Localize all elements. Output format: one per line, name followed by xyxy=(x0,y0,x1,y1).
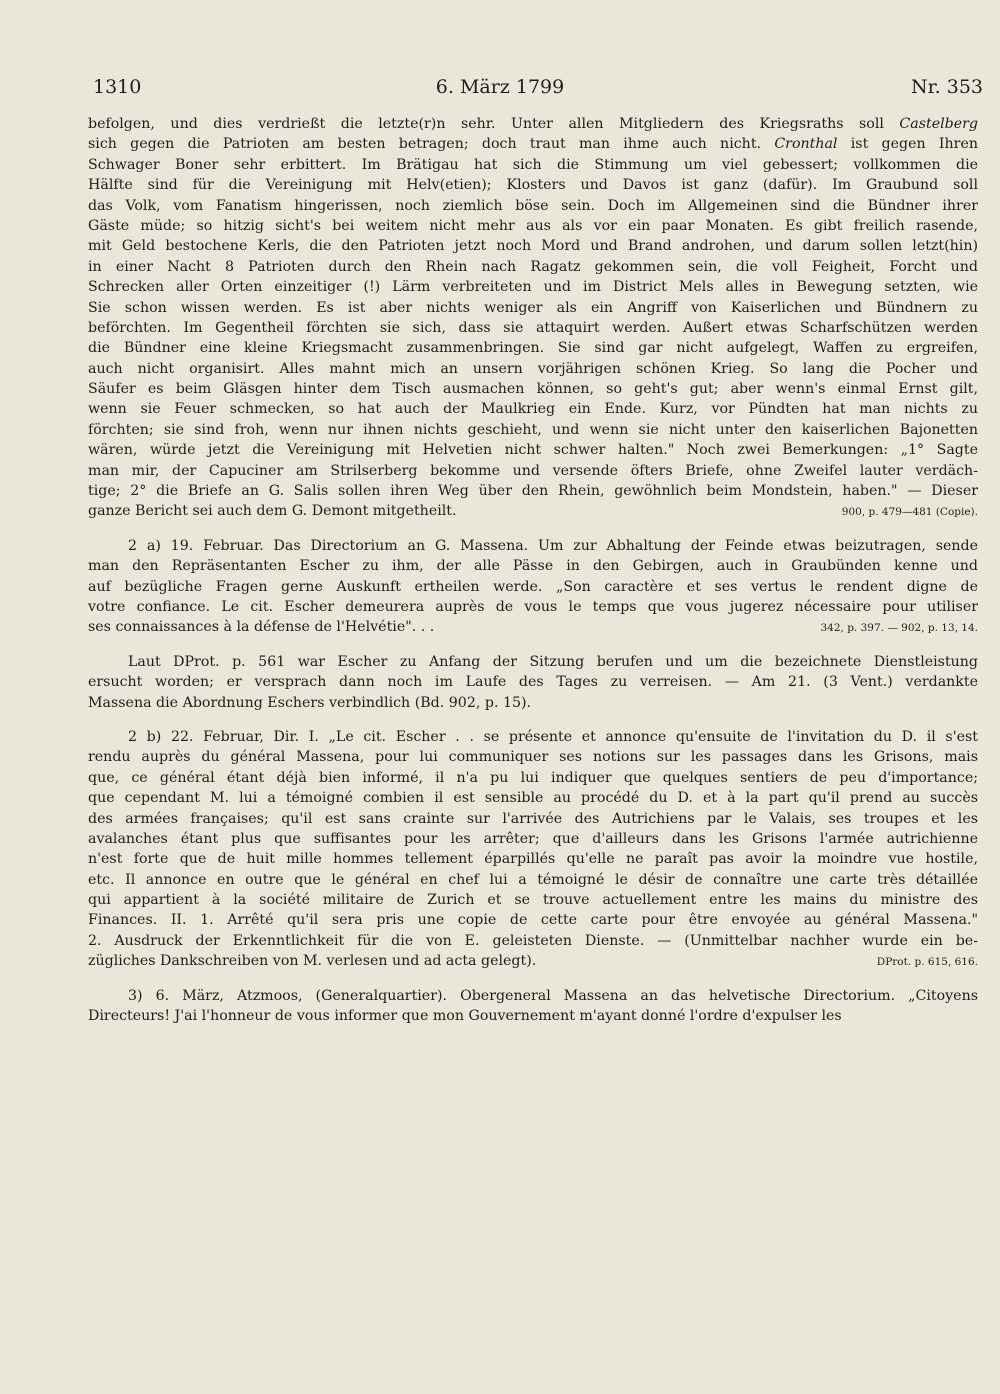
text-line: Schrecken aller Orten einzeitiger (!) Lärm verbreiteten und im District Mels alles in Bewegung setzten, wie xyxy=(88,279,978,296)
text-line: Schwager Boner sehr erbittert. Im Brätigau hat sich die Stimmung um viel gebessert; vollkommen die xyxy=(88,156,978,173)
paragraph-gap xyxy=(88,713,978,727)
text-line: sich gegen die Patrioten am besten betragen; doch traut man ihme auch nicht. Cronthal ist gegen Ihren xyxy=(88,136,978,153)
paragraph-gap xyxy=(88,972,978,986)
source-reference: DProt. p. 615, 616. xyxy=(876,956,978,969)
text-line: 2 a) 19. Februar. Das Directorium an G. Massena. Um zur Abhaltung der Feinde etwas beizutragen, sende xyxy=(128,537,978,554)
paragraph-2a xyxy=(88,536,978,638)
document-body xyxy=(88,114,978,1026)
page-number: 1310 xyxy=(93,76,142,98)
text-line: förchten; sie sind froh, wenn nur ihnen nichts geschieht, und wenn sie nicht unter den kaiserlichen Bajonetten xyxy=(88,421,978,438)
text-line: Massena die Abordnung Eschers verbindlich (Bd. 902, p. 15). xyxy=(88,694,532,711)
text-line: des armées françaises; qu'il est sans crainte sur l'arrivée des Autrichiens par le Valais, ses troupes et les xyxy=(88,810,978,827)
text-line: ses connaissances à la défense de l'Helvétie". . . 342, p. 397. — 902, p. 13, 14. xyxy=(88,617,978,637)
paragraph-gap xyxy=(88,522,978,536)
text-line: wenn sie Feuer schmecken, so hat auch der Maulkrieg ein Ende. Kurz, vor Pündten hat man nichts zu xyxy=(88,401,978,418)
text-line: votre confiance. Le cit. Escher demeurera auprès de vous le temps que vous jugerez nécessaire pour utiliser xyxy=(88,598,978,615)
text-line: que, ce général étant déjà bien informé, il n'a pu lui indiquer que quelques sentiers de peu d'importance; xyxy=(88,769,978,786)
text-line: die Bündner eine kleine Kriegsmacht zusammenbringen. Sie sind gar nicht aufgelegt, Waffen zu ergreifen, xyxy=(88,340,978,357)
text-line: auch nicht organisirt. Alles mahnt mich an unsern vorjährigen schönen Krieg. So lang die Pocher und xyxy=(88,360,978,377)
text-line: beförchten. Im Gegentheil förchten sie sich, dass sie attaquirt werden. Außert etwas Scharfschützen werden xyxy=(88,319,978,336)
text-line: wären, würde jetzt die Vereinigung mit Helvetien nicht schwer halten." Noch zwei Bemerkungen: „1° Sagte xyxy=(88,442,978,459)
text-line: ersucht worden; er versprach dann noch im Laufe des Tages zu verreisen. — Am 21. (3 Vent.) verdankte xyxy=(88,674,978,691)
paragraph-dprot xyxy=(88,652,978,713)
text-line: mit Geld bestochene Kerls, die den Patrioten jetzt noch Mord und Brand androhen, und darum sollen letzt(hin) xyxy=(88,238,978,255)
text-line: Directeurs! J'ai l'honneur de vous informer que mon Gouvernement m'ayant donné l'ordre d'expulser les xyxy=(88,1008,842,1025)
text-line: que cependant M. lui a témoigné combien il est sensible au procédé du D. et à la part qu'il prend au succès xyxy=(88,790,978,807)
paragraph-gap xyxy=(88,638,978,652)
running-header xyxy=(0,76,1000,106)
header-date: 6. März 1799 xyxy=(435,76,565,98)
text-line: Finances. II. 1. Arrêté qu'il sera pris une copie de cette carte pour être envoyée au général Massena." xyxy=(88,912,978,929)
text-line: avalanches étant plus que suffisantes pour les arrêter; que d'ailleurs dans les Grisons l'armée autrichienne xyxy=(88,830,978,847)
text-line: zügliches Dankschreiben von M. verlesen und ad acta gelegt). DProt. p. 615, 616. xyxy=(88,951,978,971)
text-line: man den Repräsentanten Escher zu ihm, der alle Pässe in den Gebirgen, auch in Graubünden kenne und xyxy=(88,558,978,575)
text-line: 2 b) 22. Februar, Dir. I. „Le cit. Escher . . se présente et annonce qu'ensuite de l'invitation du D. il s'est xyxy=(128,728,978,745)
source-reference: 342, p. 397. — 902, p. 13, 14. xyxy=(820,622,978,635)
document-number: Nr. 353 xyxy=(911,76,983,98)
text-line: 3) 6. März, Atzmoos, (Generalquartier). Obergeneral Massena an das helvetische Directorium. „Citoyens xyxy=(128,987,978,1004)
text-line: Gäste müde; so hitzig sicht's bei weitem nicht mehr aus als vor ein paar Monaten. Es gibt freilich rasende, xyxy=(88,217,978,234)
paragraph-continuation xyxy=(88,114,978,522)
paragraph-2b xyxy=(88,727,978,972)
text-line: n'est forte que de huit mille hommes tellement éparpillés qu'elle ne paraît pas avoir la moindre vue hostile, xyxy=(88,851,978,868)
text-line: auf bezügliche Fragen gerne Auskunft ertheilen werde. „Son caractère et ses vertus le rendent digne de xyxy=(88,578,978,595)
text-line: ganze Bericht sei auch dem G. Demont mitgetheilt. 900, p. 479—481 (Copie). xyxy=(88,501,978,521)
paragraph-3 xyxy=(88,986,978,1027)
text-line: Hälfte sind für die Vereinigung mit Helv(etien); Klosters und Davos ist ganz (dafür). Im Graubund soll xyxy=(88,177,978,194)
text-line: das Volk, vom Fanatism hingerissen, noch ziemlich böse sein. Doch im Allgemeinen sind die Bündner ihrer xyxy=(88,197,978,214)
text-line: Laut DProt. p. 561 war Escher zu Anfang der Sitzung berufen und um die bezeichnete Dienstleistung xyxy=(128,653,978,670)
text-line: befolgen, und dies verdrießt die letzte(r)n sehr. Unter allen Mitgliedern des Kriegsraths soll Castelberg xyxy=(88,116,978,132)
text-line: in einer Nacht 8 Patrioten durch den Rhein nach Ragatz gekommen sein, die voll Feigheit, Forcht und xyxy=(88,258,978,275)
text-line: tige; 2° die Briefe an G. Salis sollen ihren Weg über den Rhein, gewöhnlich beim Mondstein, haben." — Dieser xyxy=(88,483,978,500)
text-line: man mir, der Capuciner am Strilserberg bekomme und versende öfters Briefe, ohne Zweifel lauter verdäch- xyxy=(88,462,978,479)
text-line: qui appartient à la société militaire de Zurich et se trouve actuellement entre les mains du ministre des xyxy=(88,892,978,909)
text-line: Sie schon wissen werden. Es ist aber nichts weniger als ein Angriff von Kaiserlichen und Bündnern zu xyxy=(88,299,978,316)
source-reference: 900, p. 479—481 (Copie). xyxy=(841,506,978,519)
text-line: 2. Ausdruck der Erkenntlichkeit für die von E. geleisteten Dienste. — (Unmittelbar nachher wurde ein be- xyxy=(88,932,978,949)
text-line: Säufer es beim Gläsgen hinter dem Tisch ausmachen können, so geht's gut; aber wenn's einmal Ernst gilt, xyxy=(88,381,978,398)
text-line: rendu auprès du général Massena, pour lui communiquer ses notions sur les passages dans les Grisons, mais xyxy=(88,749,978,766)
text-line: etc. Il annonce en outre que le général en chef lui a témoigné le désir de connaître une carte très détaillée xyxy=(88,871,978,888)
